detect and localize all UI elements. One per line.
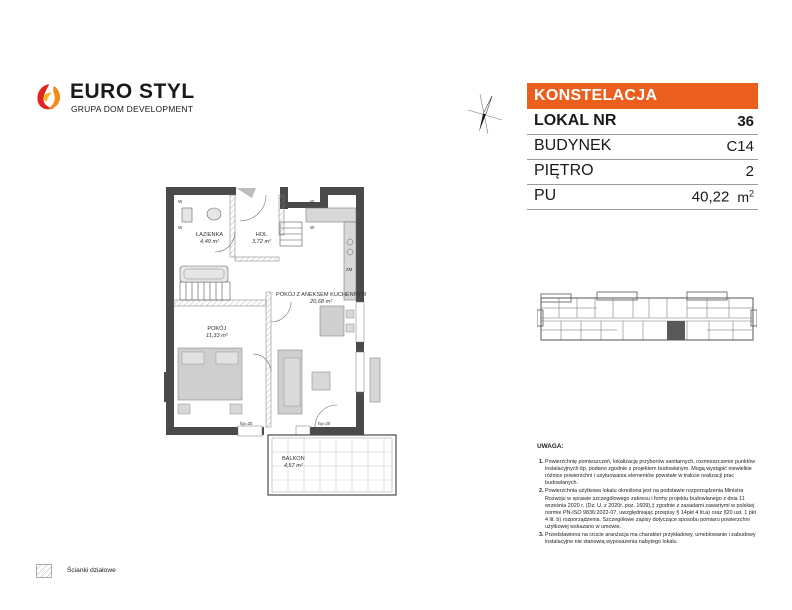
floor-label: PIĘTRO xyxy=(534,162,594,179)
highlighted-unit xyxy=(667,321,685,340)
area-value: 40,22 xyxy=(691,188,730,206)
floor-value: 2 xyxy=(745,163,754,180)
area-row xyxy=(527,184,758,210)
partition-wall-swatch-icon xyxy=(36,564,52,578)
floor-plan-drawing xyxy=(160,182,410,502)
window-height-label: hp=20 xyxy=(240,421,253,426)
fixture-label: W xyxy=(310,225,315,230)
floor-key-plan xyxy=(537,290,757,350)
unit-number-value: 36 xyxy=(737,113,754,130)
building-label: BUDYNEK xyxy=(534,137,612,154)
unit-number-label: LOKAL NR xyxy=(534,112,617,129)
logo-title: EURO STYL xyxy=(70,80,195,103)
area-label: PU xyxy=(534,187,557,204)
fixture-label: W xyxy=(310,199,315,204)
notes-section xyxy=(537,443,757,547)
note-item: 2. Powierzchnia użytkowa lokalu określona jest na podstawie rozporządzenia Ministra Rozwoju w sprawie szczegółowego zakresu i formy projektu budowlanego z dnia 11 września 2020 r. (Dz. U. z 2020r. poz. 1609),‡ zgodnie z zasadami zawartymi w polskiej normie PN-ISO 9836:2022-07, uwzględniając przepisy § 14pkt 4 lit.a) oraz §20 ust. 1 pkt 4 lit. b) rozporządzenia. Szczegółowe zapisy dotyczące sposobu pomiaru powierzchni użytkowej wskazano w umowie. xyxy=(545,488,757,531)
room-label-balcony: BALKON 4,57 m² xyxy=(282,456,305,469)
logo-subtitle: GRUPA DOM DEVELOPMENT xyxy=(71,104,194,114)
building-row xyxy=(527,134,758,160)
project-name: KONSTELACJA xyxy=(534,87,658,104)
room-label-bedroom: POKÓJ 11,33 m² xyxy=(206,326,228,339)
fixture-label: W xyxy=(178,199,183,204)
building-value: C14 xyxy=(726,138,754,155)
legend-label: Ścianki działowe xyxy=(67,567,116,574)
unit-info-panel xyxy=(527,83,758,209)
project-name-header xyxy=(527,83,758,109)
company-logo xyxy=(34,80,204,120)
fixture-label: ZM xyxy=(346,267,353,272)
note-item: 1. Powierzchnię pomieszczeń, lokalizację przyborów sanitarnych, rozmieszczenie punktów instalacyjnych itp. podano zgodnie z projektem budowlanym. Mogą wystąpić niewielkie różnice powierzchni i usytuowania elementów powstałe w trakcie realizacji prac budowlanych. xyxy=(545,459,757,487)
floor-row xyxy=(527,159,758,185)
room-label-bathroom: ŁAZIENKA 4,49 m² xyxy=(196,232,224,245)
apartment-floor-plan xyxy=(160,182,410,502)
unit-number-row xyxy=(527,109,758,135)
fixture-label: W xyxy=(178,225,183,230)
notes-title: UWAGA: xyxy=(537,443,564,450)
north-arrow-icon xyxy=(462,90,506,138)
note-item: 3. Przedstawiona na rzucie aranżacja ma charakter przykładowy, umeblowanie i zabudowy instalacyjne nie stanowią wyposażenia nabytego lokalu. xyxy=(545,532,757,546)
room-label-hall: HOL 3,72 m² xyxy=(252,232,271,245)
logo-flame-icon xyxy=(34,82,64,112)
window-height-label: hp=20 xyxy=(318,421,331,426)
area-unit: $m^2$ xyxy=(737,188,754,205)
notes-list xyxy=(537,459,757,546)
area-value-wrap xyxy=(692,188,754,206)
room-label-living-kitchen: POKÓJ Z ANEKSEM KUCHENNYM 20,68 m² xyxy=(276,292,367,305)
